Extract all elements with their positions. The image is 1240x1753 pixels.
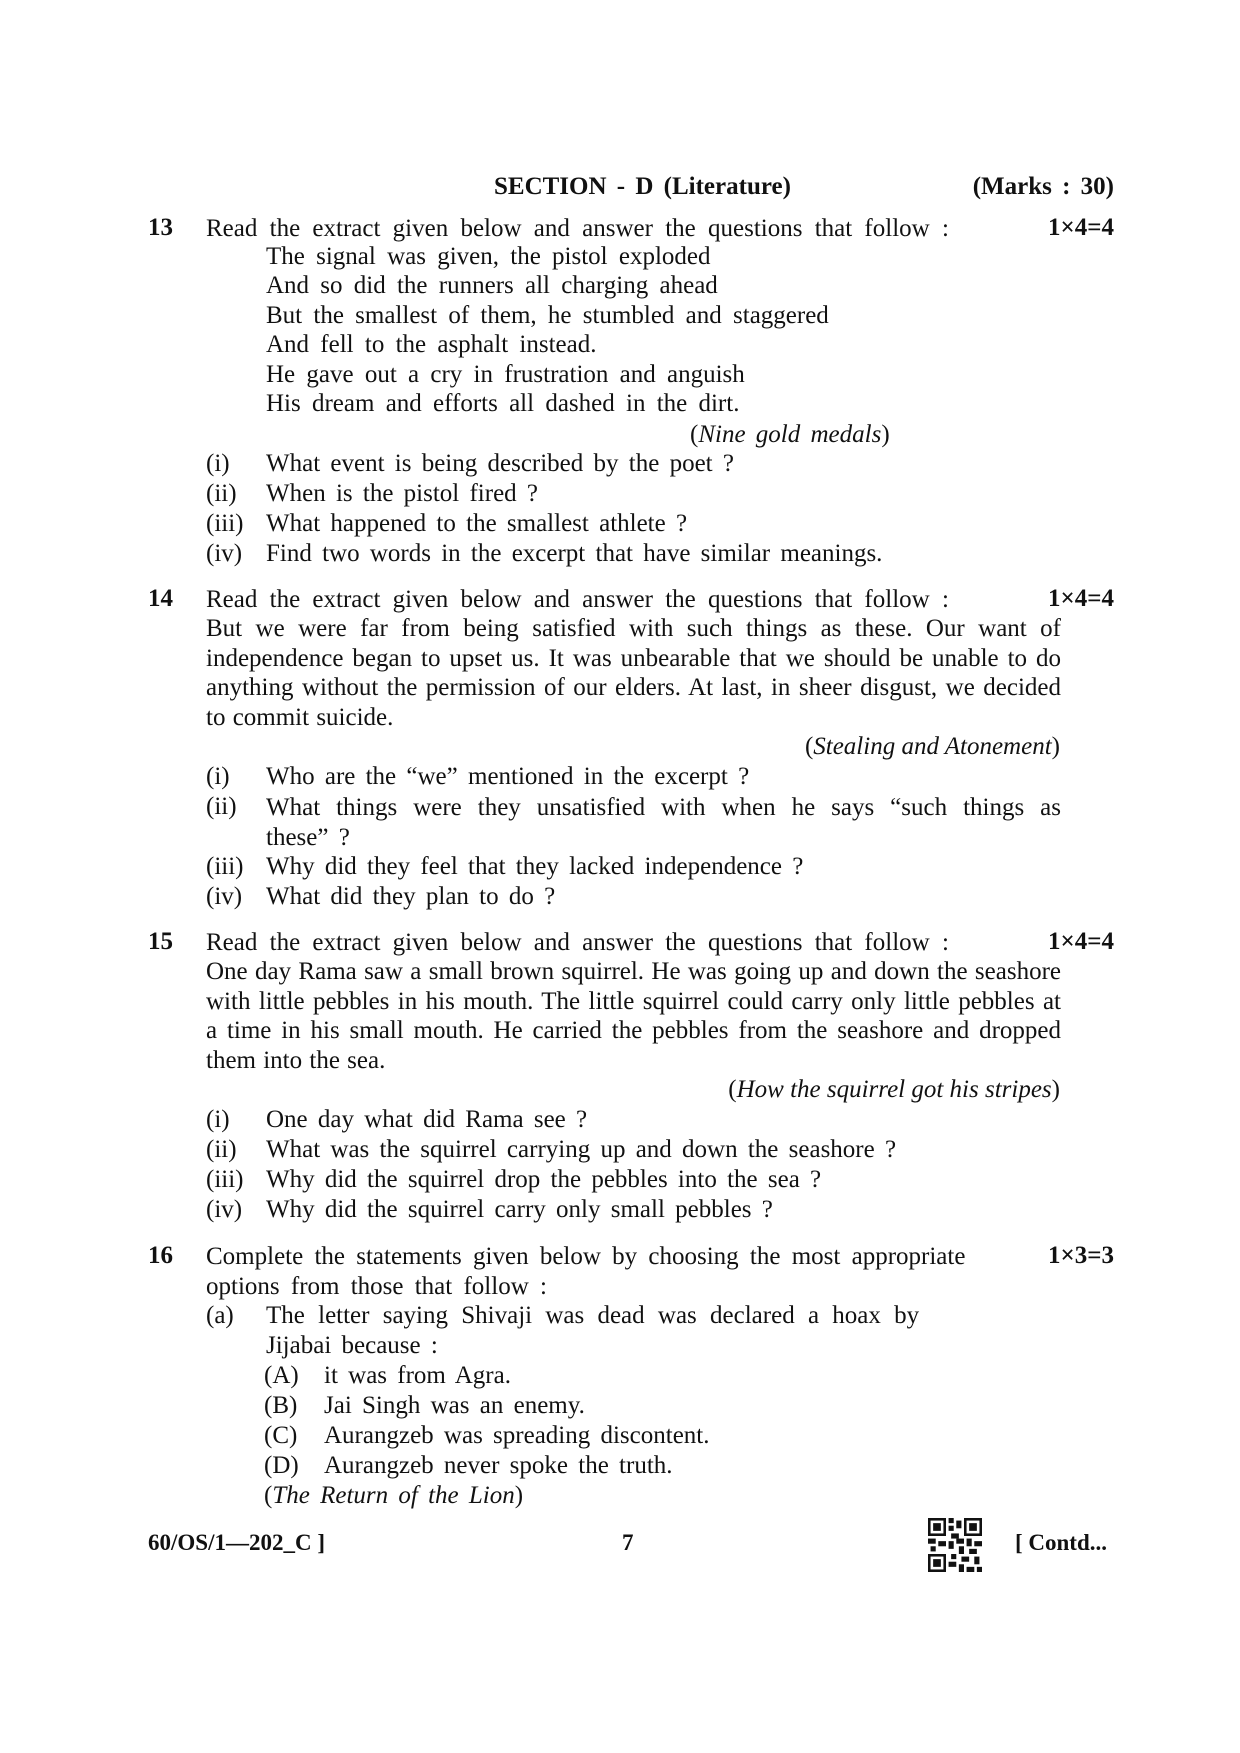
poem-line: The signal was given, the pistol exploded <box>266 243 711 270</box>
option-label: (B) <box>264 1392 298 1419</box>
option-text: it was from Agra. <box>324 1362 511 1389</box>
sub-question-text: Find two words in the excerpt that have similar meanings. <box>266 540 883 567</box>
poem-line: He gave out a cry in frustration and anguish <box>266 361 745 388</box>
source-citation: (Nine gold medals) <box>690 421 890 448</box>
sub-question-label: (ii) <box>206 793 237 820</box>
question-marks: 1×4=4 <box>1048 585 1114 612</box>
page-number: 7 <box>622 1530 634 1555</box>
sub-question-label: (i) <box>206 1106 230 1133</box>
question-instruction: Read the extract given below and answer the questions that follow : <box>206 929 949 956</box>
section-marks: (Marks : 30) <box>972 173 1114 200</box>
poem-line: But the smallest of them, he stumbled and staggered <box>266 302 829 329</box>
option-label: (A) <box>264 1362 299 1389</box>
question-number: 15 <box>148 928 173 955</box>
paper-code: 60/OS/1—202_C ] <box>148 1530 325 1555</box>
question-number: 16 <box>148 1242 173 1269</box>
part-statement: Jijabai because : <box>266 1332 438 1359</box>
sub-question-label: (iii) <box>206 510 244 537</box>
question-number: 13 <box>148 214 173 241</box>
extract-passage: But we were far from being satisfied with such things as these. Our want of independence began to upset us. It was unbearable that we should be unable to do anything without the permission of our elders. At last, in sheer disgust, we decided to commit suicide. <box>206 615 1061 731</box>
sub-question-label: (iv) <box>206 883 243 910</box>
option-text: Aurangzeb was spreading discontent. <box>324 1422 710 1449</box>
question-marks: 1×3=3 <box>1048 1242 1114 1269</box>
extract-passage: One day Rama saw a small brown squirrel. He was going up and down the seashore with little pebbles in his mouth. The little squirrel could carry only little pebbles at a time in his small mouth. He carried the pebbles from the seashore and dropped them into the sea. <box>206 958 1061 1074</box>
sub-question-text: Why did the squirrel carry only small pebbles ? <box>266 1196 773 1223</box>
sub-question-text: What happened to the smallest athlete ? <box>266 510 688 537</box>
part-label: (a) <box>206 1302 234 1329</box>
sub-question-label: (iii) <box>206 1166 244 1193</box>
sub-question-label: (iv) <box>206 1196 243 1223</box>
question-number: 14 <box>148 585 173 612</box>
sub-question-text: Why did the squirrel drop the pebbles into the sea ? <box>266 1166 822 1193</box>
question-instruction: Read the extract given below and answer the questions that follow : <box>206 586 949 613</box>
question-instruction: options from those that follow : <box>206 1273 547 1300</box>
poem-line: And fell to the asphalt instead. <box>266 331 597 358</box>
source-citation: (The Return of the Lion) <box>264 1482 524 1509</box>
sub-question-label: (ii) <box>206 1136 237 1163</box>
sub-question-text: What did they plan to do ? <box>266 883 556 910</box>
sub-question-label: (i) <box>206 763 230 790</box>
source-title: How the squirrel got his stripes <box>736 1076 1052 1103</box>
source-title: Stealing and Atonement <box>813 733 1052 760</box>
option-text: Aurangzeb never spoke the truth. <box>324 1452 673 1479</box>
poem-line: His dream and efforts all dashed in the dirt. <box>266 390 740 417</box>
qr-code-icon <box>928 1518 982 1572</box>
question-marks: 1×4=4 <box>1048 928 1114 955</box>
continued-marker: [ Contd... <box>1015 1530 1108 1555</box>
source-title: Nine gold medals <box>698 421 882 448</box>
sub-question-label: (iv) <box>206 540 243 567</box>
sub-question-text: What was the squirrel carrying up and down the seashore ? <box>266 1136 897 1163</box>
source-citation: (Stealing and Atonement) <box>804 733 1060 760</box>
sub-question-text: What things were they unsatisfied with when he says “such things as these” ? <box>266 794 1061 851</box>
sub-question-label: (i) <box>206 450 230 477</box>
sub-question-text: When is the pistol fired ? <box>266 480 539 507</box>
sub-question-text: Who are the “we” mentioned in the excerpt ? <box>266 763 750 790</box>
part-statement: The letter saying Shivaji was dead was declared a hoax by <box>266 1302 920 1329</box>
sub-question-text: What event is being described by the poet ? <box>266 450 734 477</box>
source-citation: (How the squirrel got his stripes) <box>728 1076 1060 1103</box>
section-title: SECTION - D (Literature) <box>494 173 791 200</box>
poem-line: And so did the runners all charging ahead <box>266 272 718 299</box>
question-instruction: Read the extract given below and answer the questions that follow : <box>206 215 949 242</box>
sub-question-label: (ii) <box>206 480 237 507</box>
question-instruction: Complete the statements given below by choosing the most appropriate <box>206 1243 966 1270</box>
option-label: (D) <box>264 1452 299 1479</box>
option-text: Jai Singh was an enemy. <box>324 1392 585 1419</box>
sub-question-text: One day what did Rama see ? <box>266 1106 588 1133</box>
question-marks: 1×4=4 <box>1048 214 1114 241</box>
sub-question-label: (iii) <box>206 853 244 880</box>
option-label: (C) <box>264 1422 298 1449</box>
sub-question-text: Why did they feel that they lacked independence ? <box>266 853 804 880</box>
source-title: The Return of the Lion <box>272 1482 515 1509</box>
